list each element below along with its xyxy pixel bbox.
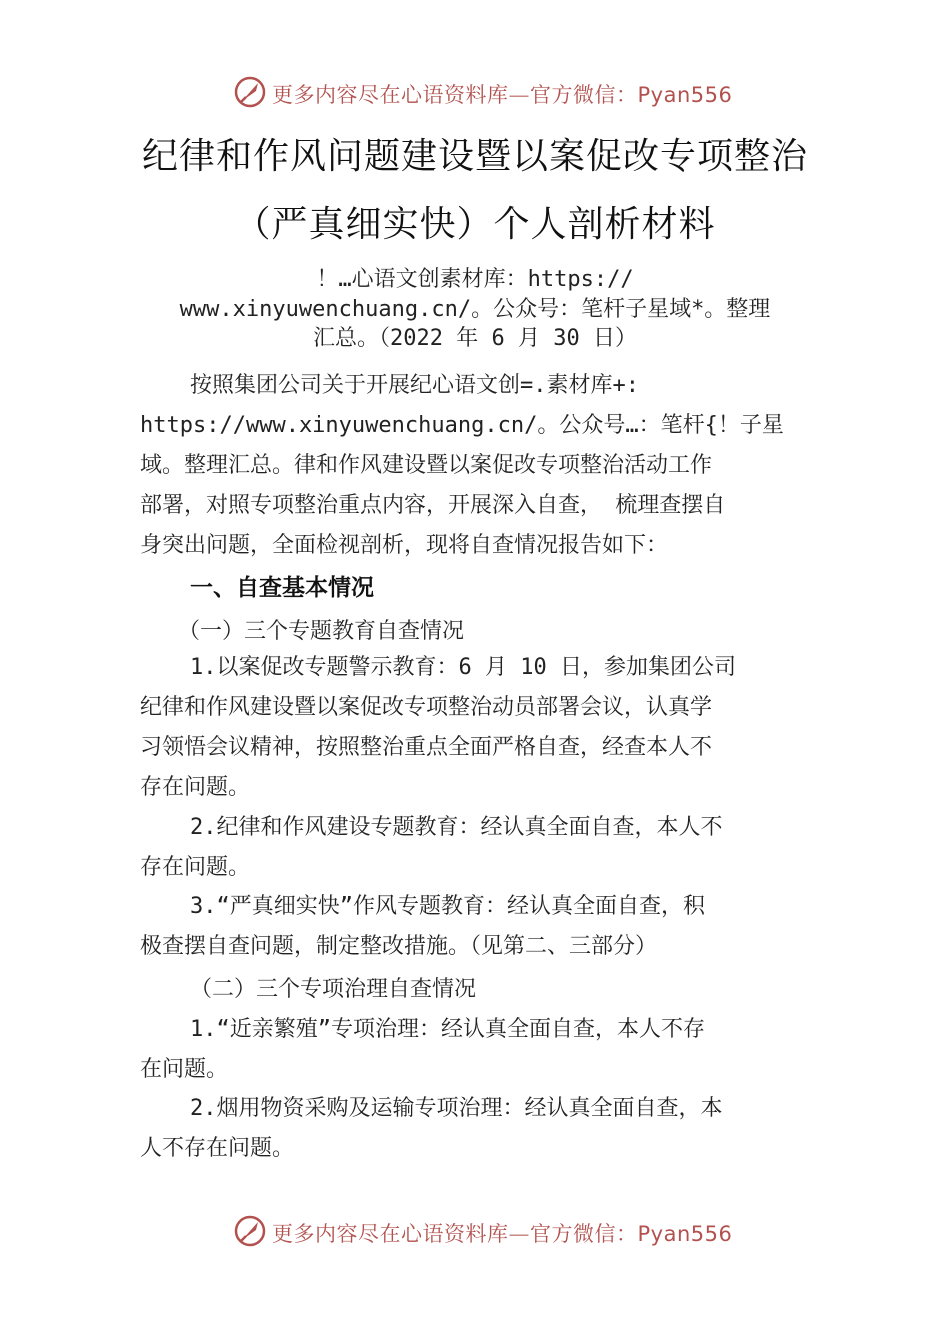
text-line: 2.纪律和作风建设专题教育：经认真全面自查，本人不 (190, 815, 723, 840)
quill-logo-icon (232, 1213, 268, 1249)
text-line: 存在问题。 (140, 855, 251, 880)
item-4-paragraph (140, 1010, 810, 1090)
text-line: 在问题。 (140, 1057, 229, 1082)
text-line: 极查摆自查问题，制定整改措施。（见第二、三部分） (140, 934, 658, 959)
quill-logo-icon (232, 74, 268, 110)
footer-watermark-banner (0, 1209, 950, 1253)
source-line-3: 汇总。（2022 年 6 月 30 日） (313, 326, 637, 351)
document-title-line-1: 纪律和作风问题建设暨以案促改专项整治 (141, 136, 808, 177)
section-heading-1: 一、自查基本情况 (190, 575, 374, 601)
source-line-2: www.xinyuwenchuang.cn/。公众号：笔杆子星域*。整理 (179, 297, 771, 322)
text-line: 习领悟会议精神，按照整治重点全面严格自查，经查本人不 (140, 735, 713, 760)
source-line-1: ！…心语文创素材库：https:// (316, 267, 634, 292)
header-watermark-banner (0, 70, 950, 114)
subsection-heading-1: （一）三个专题教育自查情况 (178, 619, 465, 644)
text-line: 部署，对照专项整治重点内容，开展深入自查， 梳理查摆自 (140, 493, 726, 518)
text-line: 存在问题。 (140, 775, 251, 800)
text-line: 域。整理汇总。律和作风建设暨以案促改专项整治活动工作 (140, 453, 713, 478)
text-line: 1.“近亲繁殖”专项治理：经认真全面自查，本人不存 (190, 1017, 705, 1042)
text-line: 3.“严真细实快”作风专题教育：经认真全面自查，积 (190, 894, 705, 919)
text-line: https://www.xinyuwenchuang.cn/。公众号…：笔杆{！子星 (140, 413, 784, 438)
document-title-line-2: （严真细实快）个人剖析材料 (234, 204, 716, 245)
text-line: 按照集团公司关于开展纪心语文创=.素材库+: (190, 373, 639, 398)
subsection-heading-2: （二）三个专项治理自查情况 (190, 977, 477, 1002)
item-3-paragraph (140, 887, 810, 967)
item-2-paragraph (140, 808, 810, 888)
banner-text: 更多内容尽在心语资料库—官方微信：Pyan556 (272, 83, 733, 107)
text-line: 纪律和作风建设暨以案促改专项整治动员部署会议，认真学 (140, 695, 713, 720)
item-1-paragraph (140, 648, 810, 808)
text-line: 身突出问题，全面检视剖析，现将自查情况报告如下： (140, 533, 669, 558)
banner-text: 更多内容尽在心语资料库—官方微信：Pyan556 (272, 1222, 733, 1246)
text-line: 人不存在问题。 (140, 1136, 295, 1161)
text-line: 1.以案促改专题警示教育：6 月 10 日，参加集团公司 (190, 655, 736, 680)
item-5-paragraph (140, 1089, 810, 1169)
text-line: 2.烟用物资采购及运输专项治理：经认真全面自查，本 (190, 1096, 723, 1121)
intro-paragraph (140, 366, 810, 566)
